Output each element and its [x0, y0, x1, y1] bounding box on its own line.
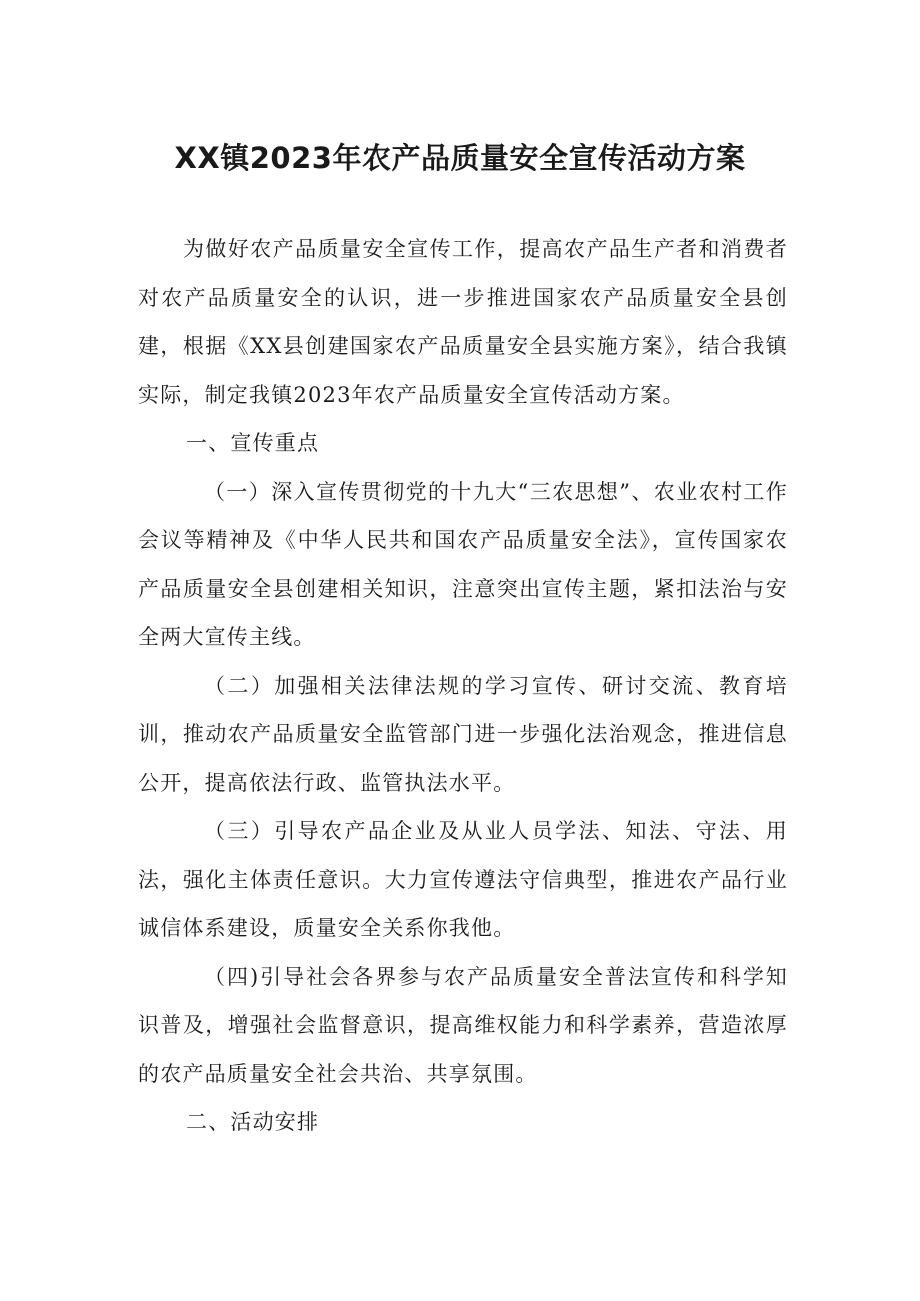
- focus-item-1: （一）深入宣传贯彻党的十九大“三农思想”、农业农村工作会议等精神及《中华人民共和国农产品质量安全法》，宣传国家农产品质量安全县创建相关知识，注意突出宣传主题，紧扣法治与安全两大宣传主线。: [138, 479, 788, 649]
- document-title: XX镇2023年农产品质量安全宣传活动方案: [174, 141, 746, 175]
- focus-item-3: （三）引导农产品企业及从业人员学法、知法、守法、用法，强化主体责任意识。大力宣传遵法守信典型，推进农产品行业诚信体系建设，质量安全关系你我他。: [138, 819, 788, 940]
- focus-item-2: （二）加强相关法律法规的学习宣传、研讨交流、教育培训，推动农产品质量安全监管部门进一步强化法治观念，推进信息公开，提高依法行政、监管执法水平。: [138, 673, 788, 795]
- section-heading-activity-arrangement: 二、活动安排: [186, 1110, 320, 1134]
- section-heading-publicity-focus: 一、宣传重点: [186, 431, 320, 455]
- intro-paragraph: 为做好农产品质量安全宣传工作，提高农产品生产者和消费者对农产品质量安全的认识，进一步推进国家农产品质量安全县创建，根据《XX县创建国家农产品质量安全县实施方案》，结合我镇实际，制定我镇2023年农产品质量安全宣传活动方案。: [138, 237, 788, 407]
- focus-item-4: （四)引导社会各界参与农产品质量安全普法宣传和科学知识普及，增强社会监督意识，提高维权能力和科学素养，营造浓厚的农产品质量安全社会共治、共享氛围。: [138, 964, 788, 1086]
- document-body: [138, 225, 788, 1147]
